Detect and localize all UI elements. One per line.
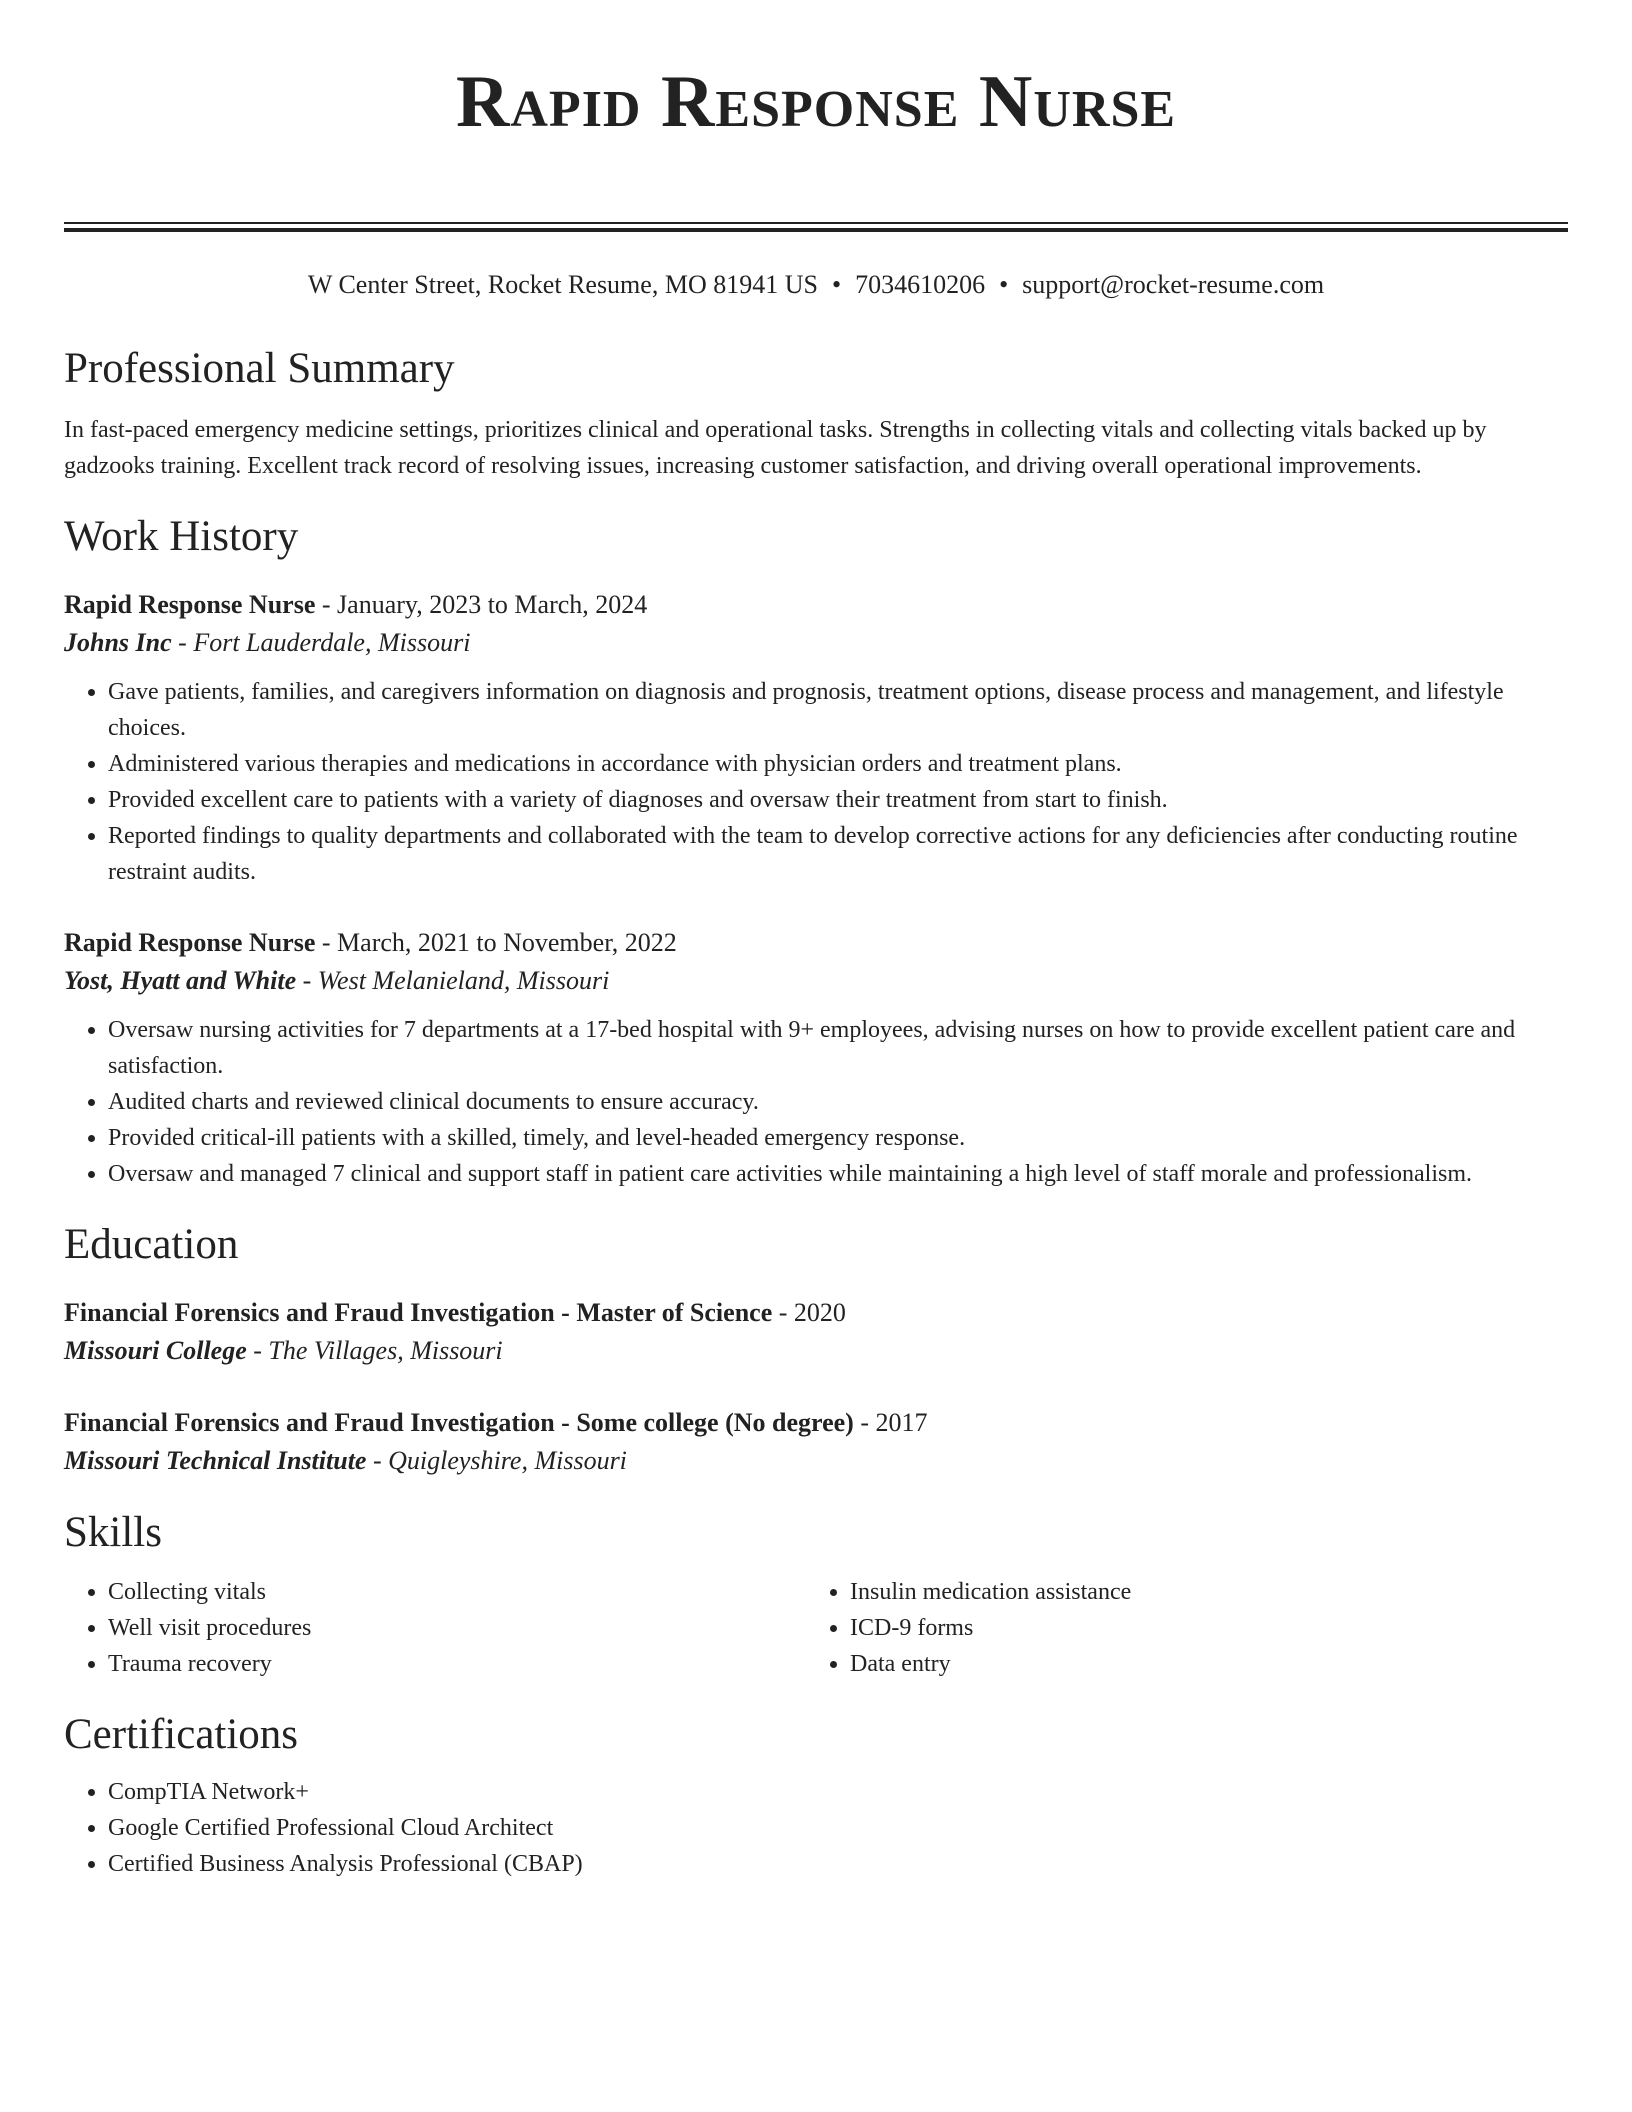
list-item: • Well visit procedures [108,1610,806,1646]
education-degree: Financial Forensics and Fraud Investigation - Master of Science [64,1298,773,1327]
list-item: • Oversaw nursing activities for 7 departments at a 17-bed hospital with 9+ employees, advising nurses on how to provide excellent patient care and satisfaction. [108,1012,1568,1084]
summary-text: In fast-paced emergency medicine settings, prioritizes clinical and operational tasks. Strengths in collecting vitals and collecting vitals backed up by gadzooks training. Excellent track record of resolving issues, increasing customer satisfaction, and driving overall operational improvements. [64,417,1487,479]
certifications-list [64,1774,1568,1882]
list-item: • CompTIA Network+ [108,1774,1568,1810]
education-location: - The Villages, Missouri [246,1336,503,1365]
contact-phone: 7034610206 [855,270,986,299]
education-school: Missouri College [64,1336,247,1365]
job-dates: - January, 2023 to March, 2024 [315,590,648,619]
job-position: Rapid Response Nurse [64,928,316,957]
contact-address: W Center Street, Rocket Resume, MO 81941 US [307,270,818,299]
job-entry [64,586,1568,890]
job-location: - Fort Lauderdale, Missouri [171,628,471,657]
education-school: Missouri Technical Institute [64,1446,367,1475]
list-item: • Insulin medication assistance [850,1574,1548,1610]
job-position: Rapid Response Nurse [64,590,316,619]
education-location: - Quigleyshire, Missouri [366,1446,627,1475]
job-company-line [64,962,1568,1000]
education-degree: Financial Forensics and Fraud Investigation - Some college (No degree) [64,1408,854,1437]
job-company: Yost, Hyatt and White [64,966,297,995]
contact-line [64,268,1568,302]
job-bullets [64,674,1568,890]
list-item: • Data entry [850,1646,1548,1682]
list-item: • Audited charts and reviewed clinical documents to ensure accuracy. [108,1084,1568,1120]
education-school-line [64,1442,1568,1480]
education-year: - 2017 [853,1408,928,1437]
list-item: • Certified Business Analysis Professional (CBAP) [108,1846,1568,1882]
contact-separator: • [831,270,842,299]
skills-column-right [806,1574,1548,1682]
job-company-line [64,624,1568,662]
list-item: • Trauma recovery [108,1646,806,1682]
certifications-heading: Certifications [64,1711,299,1758]
list-item: • Provided critical-ill patients with a skilled, timely, and level-headed emergency response. [108,1120,1568,1156]
list-item: • Oversaw and managed 7 clinical and support staff in patient care activities while maintaining a high level of staff morale and professionalism. [108,1156,1568,1192]
education-degree-line [64,1294,1568,1332]
skills-grid [64,1574,1568,1682]
resume-name: Rapid Response Nurse [455,61,1177,143]
header-divider [64,222,1568,232]
education-degree-line [64,1404,1568,1442]
work-history-heading: Work History [64,513,299,560]
list-item: • Google Certified Professional Cloud Architect [108,1810,1568,1846]
list-item: • Provided excellent care to patients with a variety of diagnoses and oversaw their treatment from start to finish. [108,782,1568,818]
education-year: - 2020 [772,1298,846,1327]
list-item: • Reported findings to quality departments and collaborated with the team to develop corrective actions for any deficiencies after conducting routine restraint audits. [108,818,1568,890]
job-title-line [64,924,1568,962]
education-heading: Education [64,1221,239,1268]
contact-email: support@rocket-resume.com [1022,270,1325,299]
job-title-line [64,586,1568,624]
contact-separator: • [999,270,1009,299]
job-dates: - March, 2021 to November, 2022 [315,928,677,957]
skills-heading: Skills [64,1509,162,1556]
list-item: • ICD-9 forms [850,1610,1548,1646]
job-company: Johns Inc [64,628,172,657]
education-entry [64,1404,1568,1480]
education-entry [64,1294,1568,1370]
list-item: • Administered various therapies and medications in accordance with physician orders and treatment plans. [108,746,1568,782]
skills-column-left [64,1574,806,1682]
job-bullets [64,1012,1568,1192]
job-entry [64,924,1568,1192]
education-school-line [64,1332,1568,1370]
list-item: • Collecting vitals [108,1574,806,1610]
job-location: - West Melanieland, Missouri [296,966,610,995]
list-item: • Gave patients, families, and caregivers information on diagnosis and prognosis, treatment options, disease process and management, and lifestyle choices. [108,674,1568,746]
summary-heading: Professional Summary [64,345,455,392]
